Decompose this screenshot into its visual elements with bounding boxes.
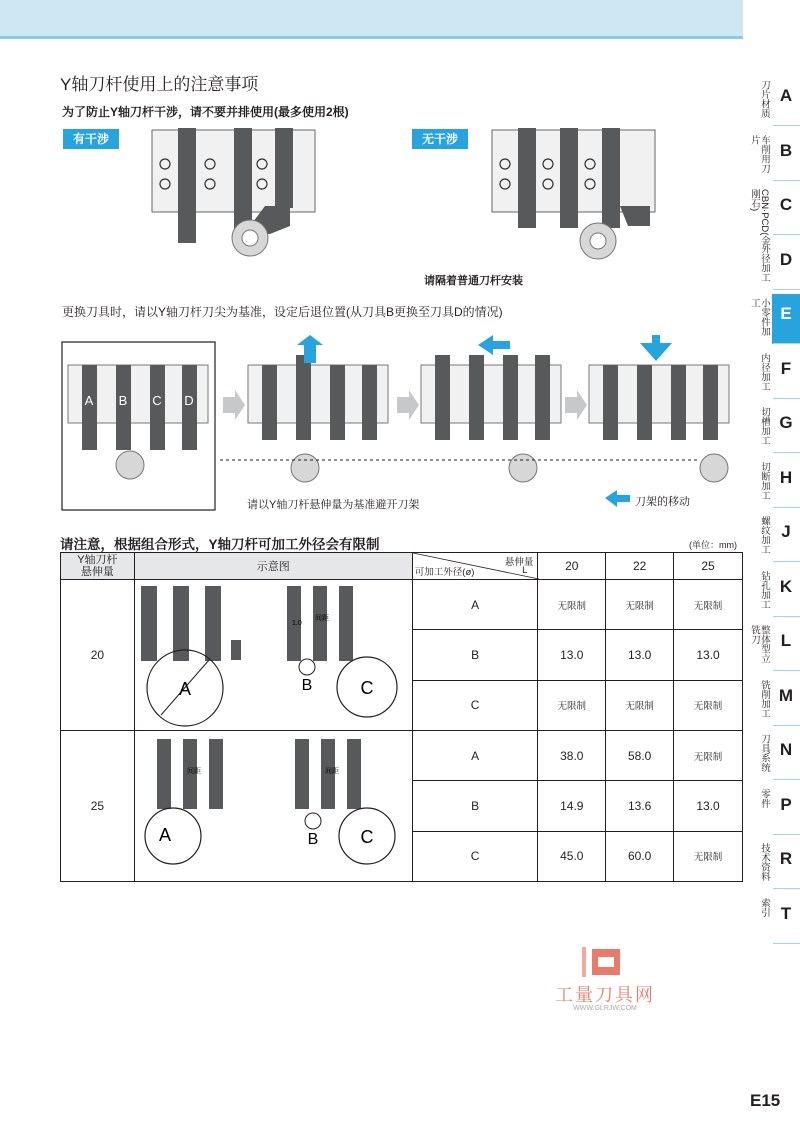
no-interference-illustration (490, 126, 660, 261)
sidebar-divider (773, 507, 800, 508)
chip-interference: 有干涉 (63, 129, 119, 149)
sidebar-tab-l[interactable] (745, 621, 800, 671)
sidebar-divider (773, 343, 800, 344)
sidebar-divider (773, 779, 800, 780)
value-cell: 无限制 (674, 831, 743, 881)
sidebar-tab-c[interactable] (745, 185, 800, 245)
tool-letter: A (84, 393, 94, 408)
sidebar-tab-label: 切槽加工 (759, 407, 770, 445)
sidebar-tab-e[interactable] (745, 294, 800, 344)
header-band (0, 0, 743, 36)
sidebar-divider (773, 234, 800, 235)
sidebar-tab-letter: E (780, 304, 792, 323)
value-cell: 无限制 (606, 580, 674, 630)
sidebar-divider (773, 888, 800, 889)
sidebar-tab-label: 小零件加工 (749, 298, 770, 336)
sidebar-tab-letter: T (780, 903, 792, 923)
sidebar-tab-letter: B (779, 140, 793, 160)
sidebar-tab-d[interactable] (745, 240, 800, 290)
value-cell: 无限制 (538, 680, 606, 730)
value-cell: 58.0 (606, 731, 674, 781)
header-col-20: 20 (538, 553, 606, 580)
value-cell: 45.0 (538, 831, 606, 881)
type-cell: C (412, 680, 538, 730)
type-cell: B (412, 630, 538, 680)
sidebar-tab-label: CBN·PCD(金刚石) (749, 189, 770, 245)
page-number: E15 (750, 1091, 781, 1110)
arrow-left-icon (478, 335, 510, 355)
value-cell: 13.6 (606, 781, 674, 831)
sidebar-tab-letter: L (780, 631, 792, 650)
sidebar-tab-label: 零件 (759, 788, 770, 808)
caption-spacing: 请隔着普通刀杆安装 (424, 275, 523, 287)
watermark-name: 工量刀具网 (555, 985, 655, 1005)
header-diagram: 示意图 (134, 553, 412, 580)
sidebar-tab-letter: K (779, 576, 793, 596)
sidebar-tab-letter: J (781, 522, 791, 541)
header-diagonal (412, 553, 538, 580)
header-rule (0, 36, 743, 39)
sidebar-tab-letter: M (778, 685, 794, 705)
sidebar-divider (773, 943, 800, 944)
sidebar-divider (773, 289, 800, 290)
spec-table (60, 552, 743, 882)
caption-carriage-move: 刀架的移动 (635, 496, 690, 508)
sidebar-divider (773, 561, 800, 562)
value-cell: 无限制 (674, 680, 743, 730)
sidebar-tab-t[interactable] (745, 894, 800, 944)
svg-text:A: A (178, 679, 191, 699)
tool-letter: B (118, 393, 128, 408)
sidebar-tab-label: 技术资料 (759, 843, 770, 881)
sidebar-tab-label: 刀片材质 (759, 80, 770, 118)
tool-letter: C (152, 393, 162, 408)
sidebar-tab-r[interactable] (745, 839, 800, 889)
svg-text:A: A (158, 825, 171, 845)
sidebar-tab-j[interactable] (745, 512, 800, 562)
sidebar-tab-letter: G (779, 413, 793, 432)
sidebar-tab-label: 钻孔加工 (759, 570, 770, 609)
interference-illustration (150, 126, 320, 261)
value-cell: 60.0 (606, 831, 674, 881)
note-tool-change: 更换刀具时，请以Y轴刀杆刀尖为基准，设定后退位置(从刀具B更换至刀具D的情况) (62, 305, 503, 319)
sidebar-divider (773, 125, 800, 126)
unit-note: (单位：mm) (689, 540, 737, 550)
table-row (61, 580, 743, 630)
value-cell: 13.0 (538, 630, 606, 680)
overhang-cell: 25 (61, 731, 135, 882)
value-cell: 无限制 (674, 731, 743, 781)
sidebar-divider (773, 725, 800, 726)
type-cell: C (412, 831, 538, 881)
value-cell: 无限制 (674, 580, 743, 630)
combination-diagram-25 (135, 731, 411, 881)
value-cell: 无限制 (538, 580, 606, 630)
table-row (61, 731, 743, 781)
sidebar-tab-a[interactable] (745, 76, 800, 126)
type-cell: B (412, 781, 538, 831)
type-cell: A (412, 731, 538, 781)
table-header-row (61, 553, 743, 580)
svg-text:间距: 间距 (186, 768, 201, 775)
sidebar-tab-n[interactable] (745, 730, 800, 780)
svg-text:B: B (307, 831, 319, 848)
caption-retract: 请以Y轴刀杆悬伸量为基准避开刀架 (247, 499, 420, 511)
chip-no-interference: 无干涉 (412, 129, 468, 149)
value-cell: 38.0 (538, 731, 606, 781)
sidebar-tab-letter: H (779, 467, 793, 487)
svg-text:B: B (301, 677, 313, 694)
watermark-logo (540, 945, 670, 1015)
sidebar-divider (773, 452, 800, 453)
svg-text:1.0: 1.0 (291, 620, 302, 627)
tool-change-sequence (60, 335, 740, 515)
svg-text:C: C (360, 827, 374, 847)
sidebar-tab-k[interactable] (745, 567, 800, 617)
value-cell: 13.0 (674, 781, 743, 831)
sidebar-tab-label: 刀具系统 (759, 734, 770, 772)
sidebar-tab-label: 索引 (759, 897, 770, 917)
header-diag-L: L (522, 565, 528, 576)
combination-diagram-20 (135, 580, 411, 730)
header-overhang: Y轴刀杆 悬伸量 (61, 553, 135, 580)
sidebar-tab-label: 整体型立铣刀 (749, 625, 770, 663)
header-col-22: 22 (606, 553, 674, 580)
note-no-side-by-side: 为了防止Y轴刀杆干涉，请不要并排使用(最多使用2根) (62, 105, 349, 119)
watermark-url: WWW.GLRJW.COM (573, 1005, 637, 1012)
sidebar-tab-label: 螺纹加工 (759, 516, 770, 554)
sidebar-divider (773, 834, 800, 835)
sidebar-tab-label: 车削用刀片 (749, 134, 770, 173)
tool-letter: D (184, 393, 194, 408)
value-cell: 13.0 (606, 630, 674, 680)
carriage-move-icon (605, 490, 630, 507)
svg-text:间距: 间距 (324, 768, 339, 775)
sidebar-divider (773, 180, 800, 181)
sidebar-tab-letter: R (779, 849, 793, 868)
sidebar-tab-letter: F (780, 358, 792, 378)
sidebar-divider (773, 398, 800, 399)
step-arrow (397, 390, 419, 420)
sidebar-tab-letter: N (779, 740, 793, 759)
step-arrow (223, 390, 245, 420)
section-title: Y轴刀杆使用上的注意事项 (60, 75, 259, 94)
sidebar-tab-label: 切断加工 (759, 461, 770, 500)
diagram-cell (134, 731, 412, 882)
sidebar-tab-g[interactable] (745, 403, 800, 453)
sidebar-divider (773, 670, 800, 671)
table-title: 请注意，根据组合形式，Y轴刀杆可加工外径会有限制 (60, 537, 380, 552)
overhang-cell: 20 (61, 580, 135, 731)
header-diag-top: 悬伸量 (504, 557, 534, 568)
svg-text:间距: 间距 (314, 615, 329, 622)
sidebar-tab-letter: P (780, 794, 792, 814)
header-col-25: 25 (674, 553, 743, 580)
sidebar-tab-letter: A (779, 86, 793, 105)
arrow-down-icon (640, 335, 672, 361)
svg-text:C: C (360, 678, 374, 698)
diagram-cell (134, 580, 412, 731)
value-cell: 14.9 (538, 781, 606, 831)
type-cell: A (412, 580, 538, 630)
sidebar-tab-m[interactable] (745, 676, 800, 726)
sidebar-tab-label: 外径加工 (759, 243, 770, 282)
sidebar-tab-label: 铣削加工 (759, 679, 770, 718)
header-diag-bottom: 可加工外径(ø) (414, 567, 475, 578)
sidebar-tab-label: 内径加工 (759, 352, 770, 391)
step-arrow (565, 390, 587, 420)
sidebar-tab-h[interactable] (745, 458, 800, 508)
sidebar-divider (773, 616, 800, 617)
sidebar-tab-letter: C (779, 195, 793, 214)
value-cell: 无限制 (606, 680, 674, 730)
value-cell: 13.0 (674, 630, 743, 680)
sidebar-tab-letter: D (779, 249, 793, 269)
sidebar-tab-f[interactable] (745, 349, 800, 399)
sidebar-tab-b[interactable] (745, 131, 800, 181)
sidebar-tab-p[interactable] (745, 785, 800, 835)
